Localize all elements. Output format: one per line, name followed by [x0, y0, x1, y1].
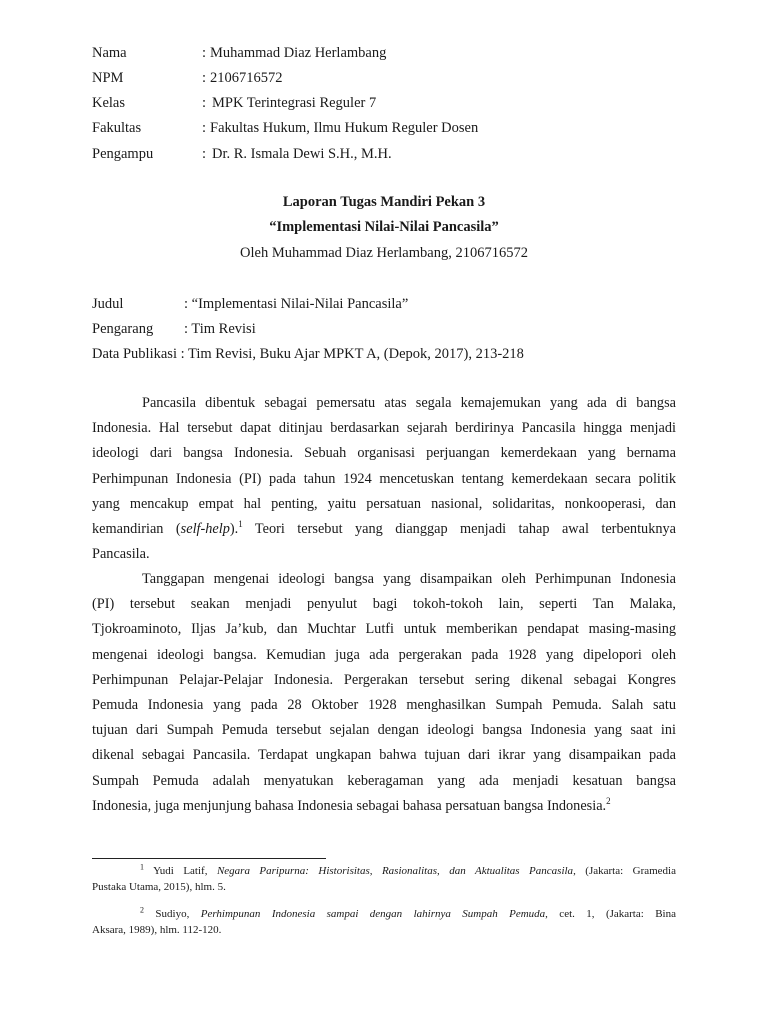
text-run: Sudiyo, — [144, 908, 201, 920]
field-separator: : — [202, 95, 207, 111]
field-separator: : — [202, 120, 207, 136]
field-label: Kelas — [92, 95, 126, 111]
text-run: Yudi Latif, — [144, 865, 217, 877]
footnote-2 — [92, 907, 676, 938]
paragraph-line: Indonesia. Hal tersebut dapat ditinjau berdasarkan sejarah berdirinya Pancasila hingga menjadi — [92, 420, 676, 437]
paragraph-line: ideologi dari bangsa Indonesia. Sebuah organisasi perjuangan kemerdekaan yang bernama — [92, 445, 676, 462]
header-field-fakultas — [92, 119, 478, 137]
field-value: 2106716572 — [210, 70, 283, 86]
report-author: Oleh Muhammad Diaz Herlambang, 2106716572 — [240, 245, 528, 261]
pengarang-value: : Tim Revisi — [184, 321, 256, 337]
paragraph-line: Tanggapan mengenai ideologi bangsa yang disampaikan oleh Perhimpunan Indonesia — [142, 571, 676, 587]
paragraph-2 — [92, 567, 676, 819]
field-value: Dr. R. Ismala Dewi S.H., M.H. — [212, 146, 392, 162]
source-judul — [92, 295, 408, 313]
footnote-line — [92, 864, 676, 880]
field-value: MPK Terintegrasi Reguler 7 — [212, 95, 377, 111]
footnote-line — [92, 907, 676, 923]
text-run: , cet. 1, (Jakarta: Bina — [545, 908, 676, 920]
text-run: Teori tersebut yang dianggap menjadi tahap awal terbentuknya — [242, 520, 676, 537]
header-field-nama — [92, 44, 386, 62]
judul-value: : “Implementasi Nilai-Nilai Pancasila” — [184, 296, 409, 312]
paragraph-line: tujuan dari Sumpah Pemuda tersebut sejalan dengan ideologi bangsa Indonesia yang saat ini — [92, 722, 676, 739]
header-field-kelas — [92, 94, 376, 112]
report-subtitle: “Implementasi Nilai-Nilai Pancasila” — [269, 219, 499, 235]
field-separator: : — [202, 146, 207, 162]
paragraph-line: Sumpah Pemuda adalah menyatukan keberagaman yang ada menjadi kesatuan bangsa — [92, 772, 676, 789]
text-run: , (Jakarta: Gramedia — [573, 865, 676, 877]
text-run: Indonesia, juga menjunjung bahasa Indonesia sebagai bahasa persatuan bangsa Indonesia. — [92, 797, 607, 814]
field-label: Pengampu — [92, 146, 154, 162]
footnote-line: Pustaka Utama, 2015), hlm. 5. — [92, 880, 226, 893]
field-separator: : — [202, 45, 207, 61]
footnote-separator — [92, 858, 326, 859]
text-run: kemandirian ( — [92, 520, 181, 537]
paragraph-line: (PI) tersebut seakan menjadi penyulut bagi tokoh-tokoh lain, seperti Tan Malaka, — [92, 596, 676, 613]
footnote-book-title: Negara Paripurna: Historisitas, Rasionalitas, dan Aktualitas Pancasila — [216, 865, 574, 877]
paragraph-line: Perhimpunan Pelajar-Pelajar Indonesia. Pergerakan tersebut sering dikenal sebagai Kongres — [92, 671, 676, 688]
paragraph-line: Pemuda Indonesia yang pada 28 Oktober 1928 menghasilkan Sumpah Pemuda. Salah satu — [92, 696, 676, 713]
paragraph-line: yang mencakup empat hal penting, yaitu persatuan nasional, solidaritas, nonkooperasi, dan — [92, 495, 676, 512]
source-publikasi: Data Publikasi : Tim Revisi, Buku Ajar MPKT A, (Depok, 2017), 213-218 — [92, 346, 524, 362]
judul-label: Judul — [92, 296, 124, 312]
paragraph-line: Tjokroaminoto, Iljas Ja’kub, dan Muchtar Lutfi untuk memberikan pendapat masing-masing — [92, 621, 676, 638]
field-label: Fakultas — [92, 120, 142, 136]
footnote-1 — [92, 864, 676, 895]
header-field-npm — [92, 69, 283, 87]
field-value: Fakultas Hukum, Ilmu Hukum Reguler Dosen — [210, 120, 479, 136]
paragraph-line — [92, 794, 676, 819]
pengarang-label: Pengarang — [92, 321, 154, 337]
footnote-ref-1[interactable]: 1 — [238, 519, 243, 530]
paragraph-line: Perhimpunan Indonesia (PI) pada tahun 1924 mencetuskan tentang kemerdekaan secara politik — [92, 470, 676, 487]
footnote-book-title: Perhimpunan Indonesia sampai dengan lahirnya Sumpah Pemuda — [200, 908, 546, 920]
paragraph-line: dikenal sebagai Pancasila. Terdapat ungkapan bahwa tujuan dari ikrar yang disampaikan pada — [92, 747, 676, 764]
paragraph-line: Pancasila. — [92, 546, 150, 563]
paragraph-line: Pancasila dibentuk sebagai pemersatu atas segala kemajemukan yang ada di bangsa — [142, 395, 676, 411]
field-separator: : — [202, 70, 207, 86]
header-field-pengampu — [92, 145, 392, 163]
text-run: ). — [229, 520, 239, 537]
report-title: Laporan Tugas Mandiri Pekan 3 — [282, 194, 486, 210]
paragraph-line: mengenai ideologi bangsa. Kemudian juga ada pergerakan pada 1928 yang dipelopori oleh — [92, 646, 676, 663]
field-label: NPM — [92, 70, 124, 86]
footnote-ref-2[interactable]: 2 — [606, 795, 611, 806]
footnote-number: 2 — [140, 905, 144, 915]
paragraph-1 — [92, 391, 676, 567]
source-pengarang — [92, 320, 256, 338]
field-value: Muhammad Diaz Herlambang — [210, 45, 387, 61]
footnote-line: Aksara, 1989), hlm. 112-120. — [92, 923, 222, 936]
footnote-number: 1 — [140, 862, 144, 872]
field-label: Nama — [92, 45, 127, 61]
italic-term: self-help — [180, 520, 230, 537]
paragraph-line — [92, 517, 676, 542]
